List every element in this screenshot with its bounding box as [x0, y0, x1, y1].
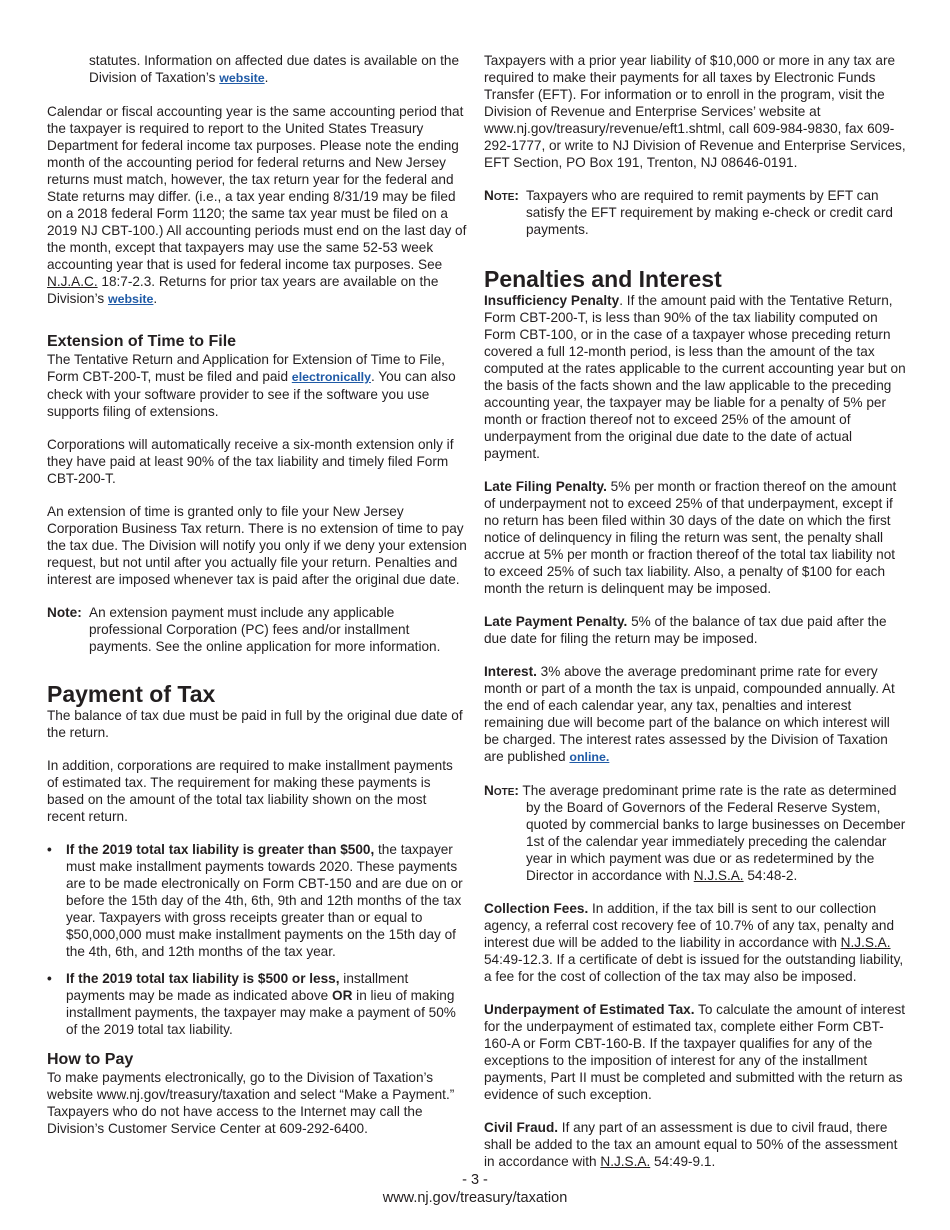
how-to-pay-paragraph: To make payments electronically, go to the Division of Taxation’s website www.nj.gov/treasury/taxation and select “Make a Payment.” Taxpayers who do not have access to the Internet may call the Division’s Customer Service Center at 609-292-6400. — [47, 1070, 455, 1136]
collection-fees-text-a: In addition, if the tax bill is sent to our collection agency, a referral cost recovery fee of 10.7% of any tax, penalty and interest due will be added to the liability in accordance with — [484, 901, 895, 950]
extension-text-b: . You can also check with your software provider to see if the software you use supports filing of extensions. — [47, 369, 456, 419]
payment-paragraph-2: In addition, corporations are required to make installment payments of estimated tax. The requirement for making these payments is based on the amount of the total tax liability shown on the most recent return. — [47, 758, 453, 824]
accounting-year-text: Calendar or fiscal accounting year is the same accounting period that the taxpayer is required to report to the United States Treasury Department for federal income tax purposes. Please note the ending month of the accounting period for federal returns and New Jersey returns must match, however, the tax return year for the federal and State returns may differ. (i.e., a tax year ending 8/31/19 may be filed on a 2018 federal Form 1120; the same tax year must be filed on a 2019 NJ CBT-100.) All accounting periods must end on the last day of the month, except that taxpayers may use the same 52-53 week accounting year that is used for federal income tax purposes. See — [47, 104, 467, 272]
late-payment-text: 5% of the balance of tax due paid after the due date for filing the return may be imposed. — [484, 614, 887, 646]
prime-rate-text-a: The average predominant prime rate is the rate as determined by the Board of Governors of the Federal Reserve System, quoted by commercial banks to large businesses on December 1st of the calendar year immediately preceding the calendar year in which payment was due or as redetermined by the Director in accordance with — [518, 783, 906, 883]
extension-paragraph-3: An extension of time is granted only to file your New Jersey Corporation Business Tax return. There is no extension of time to pay the tax due. The Division will notify you only if we deny your extension request, but not until after you actually file your return. Penalties and interest are imposed whenever tax is paid after the original due date. — [47, 504, 467, 587]
note-text: Taxpayers who are required to remit payments by EFT can satisfy the EFT requirement by making e-check or credit card payments. — [526, 188, 893, 237]
bullet-1-text: the taxpayer must make installment payments towards 2020. These payments are to be made electronically on Form CBT-150 and are due on or before the 15th day of the 4th, 6th, 9th and 12th months of the tax year. Taxpayers with gross receipts greater than or equal to $50,000,000 must make installment payments on the 15th day of the 4th, 6th, and 12th months of the tax year. — [66, 842, 463, 959]
extension-paragraph-2: Corporations will automatically receive a six-month extension only if they have paid at least 90% of the tax liability and timely filed Form CBT-200-T. — [47, 437, 454, 486]
civil-fraud-text-b: 54:49-9.1. — [650, 1154, 716, 1169]
extension-heading: Extension of Time to File — [47, 333, 237, 350]
eft-note — [484, 187, 906, 238]
penalties-heading: Penalties and Interest — [484, 266, 722, 292]
insufficiency-paragraph — [484, 292, 906, 462]
bullet-2-bold: If the 2019 total tax liability is $500 or less, — [66, 971, 340, 986]
note-label: Note: — [484, 188, 519, 203]
note-label: Note: — [47, 605, 82, 620]
statutes-end: . — [264, 70, 269, 85]
njsa-citation: N.J.S.A. — [840, 935, 891, 950]
interest-bold: Interest. — [484, 664, 537, 679]
civil-fraud-bold: Civil Fraud. — [484, 1120, 559, 1135]
njsa-citation: N.J.S.A. — [693, 868, 744, 883]
collection-fees-paragraph — [484, 900, 906, 985]
civil-fraud-text-a: If any part of an assessment is due to civil fraud, there shall be added to the tax an amount equal to 50% of the assessment in accordance with — [484, 1120, 898, 1169]
installment-bullets — [47, 841, 467, 1038]
footer-website: www.nj.gov/treasury/taxation — [382, 1190, 568, 1206]
page-number: - 3 - — [462, 1172, 488, 1188]
extension-text-a: The Tentative Return and Application for Extension of Time to File, Form CBT-200-T, must be filed and paid — [47, 352, 445, 384]
bullet-2-text-a: installment payments may be made as indicated above — [66, 971, 409, 1003]
late-filing-text: 5% per month or fraction thereof on the amount of underpayment not to exceed 25% of that underpayment, except if no return has been filed within 30 days of the date on which the first notice of delinquency in filing the return was sent, the penalty shall accrue at 5% per month or fraction thereof of the total tax liability not to exceed 25% of such tax liability. Also, a penalty of $100 for each month the return is delinquent may be imposed. — [484, 479, 897, 596]
collection-fees-bold: Collection Fees. — [484, 901, 589, 916]
how-to-pay-heading: How to Pay — [47, 1051, 134, 1068]
extension-paragraph-1 — [47, 351, 467, 420]
online-link[interactable]: online. — [569, 750, 610, 764]
late-payment-paragraph — [484, 613, 906, 647]
prior-returns-website-link[interactable]: website — [107, 292, 154, 306]
underpayment-paragraph — [484, 1001, 906, 1103]
collection-fees-text-b: 54:49-12.3. If a certificate of debt is issued for the outstanding liability, a fee for the cost of collection of the tax may also be imposed. — [484, 952, 904, 984]
late-filing-paragraph — [484, 478, 906, 597]
late-payment-bold: Late Payment Penalty. — [484, 614, 628, 629]
accounting-year-end: . — [153, 291, 158, 306]
prime-rate-text-b: 54:48-2. — [743, 868, 798, 883]
electronically-link[interactable]: electronically — [291, 370, 371, 384]
prime-rate-note — [484, 782, 906, 884]
eft-paragraph: Taxpayers with a prior year liability of $10,000 or more in any tax are required to make their payments for all taxes by Electronic Funds Transfer (EFT). For information or to enroll in the program, visit the Division of Revenue and Enterprise Services’ website at www.nj.gov/treasury/revenue/eft1.shtml, call 609-984-9830, fax 609-292-1777, or write to NJ Division of Revenue and Enterprise Services, EFT Section, PO Box 191, Trenton, NJ 08646-0191. — [484, 53, 906, 170]
statutes-paragraph — [47, 52, 467, 87]
civil-fraud-paragraph — [484, 1119, 906, 1170]
interest-paragraph — [484, 663, 906, 766]
list-item — [47, 970, 467, 1038]
bullet-1-bold: If the 2019 total tax liability is greater than $500, — [66, 842, 375, 857]
bullet-dot: • — [47, 971, 52, 986]
accounting-year-text-mid: 18:7-2.3. Returns for prior tax years are available on the Division’s — [47, 274, 439, 306]
underpayment-text: To calculate the amount of interest for the underpayment of estimated tax, complete either Form CBT-160-A or Form CBT-160-B. If the taxpayer qualifies for any of the exceptions to the imposition of interest for any of the installment payments, Part II must be completed and submitted with the return as evidence of such exception. — [484, 1002, 906, 1102]
late-filing-bold: Late Filing Penalty. — [484, 479, 607, 494]
payment-paragraph-1: The balance of tax due must be paid in full by the original due date of the return. — [47, 708, 463, 740]
payment-of-tax-heading: Payment of Tax — [47, 681, 216, 707]
bullet-2-text-b: in lieu of making installment payments, the taxpayer may make a payment of 50% of the 2019 total tax liability. — [66, 988, 456, 1037]
interest-text: 3% above the average predominant prime rate for every month or part of a month the tax is unpaid, compounded annually. At the end of each calendar year, any tax, penalties and interest remaining due will become part of the balance on which interest will be charged. The interest rates assessed by the Division of Taxation are published — [484, 664, 895, 764]
accounting-year-paragraph — [47, 103, 467, 308]
left-column — [47, 52, 467, 1153]
insufficiency-bold: Insufficiency Penalty — [484, 293, 620, 308]
bullet-dot: • — [47, 842, 52, 857]
njsa-citation: N.J.S.A. — [600, 1154, 651, 1169]
extension-note — [47, 604, 467, 655]
note-text: An extension payment must include any applicable professional Corporation (PC) fees and/or installment payments. See the online application for more information. — [89, 605, 441, 654]
note-label: Note: — [484, 783, 519, 798]
statutes-text: statutes. Information on affected due dates is available on the Division of Taxation’s — [89, 53, 460, 85]
website-link[interactable]: website — [219, 71, 265, 85]
insufficiency-text: . If the amount paid with the Tentative Return, Form CBT-200-T, is less than 90% of the tax liability computed on Form CBT-100, or in the case of a taxpayer whose preceding return covered a full 12-month period, is less than the amount of the tax computed at the rates applicable to the current accounting year but on the basis of the facts shown and the law applicable to the preceding accounting year, the taxpayer may be liable for a penalty of 5% per month or fraction thereof not to exceed 25% of the amount of underpayment from the original due date to the date of actual payment. — [484, 293, 906, 461]
list-item — [47, 841, 467, 960]
underpayment-bold: Underpayment of Estimated Tax. — [484, 1002, 695, 1017]
njac-citation: N.J.A.C. — [47, 274, 98, 289]
bullet-2-or: OR — [332, 988, 353, 1003]
right-column — [484, 52, 906, 1186]
